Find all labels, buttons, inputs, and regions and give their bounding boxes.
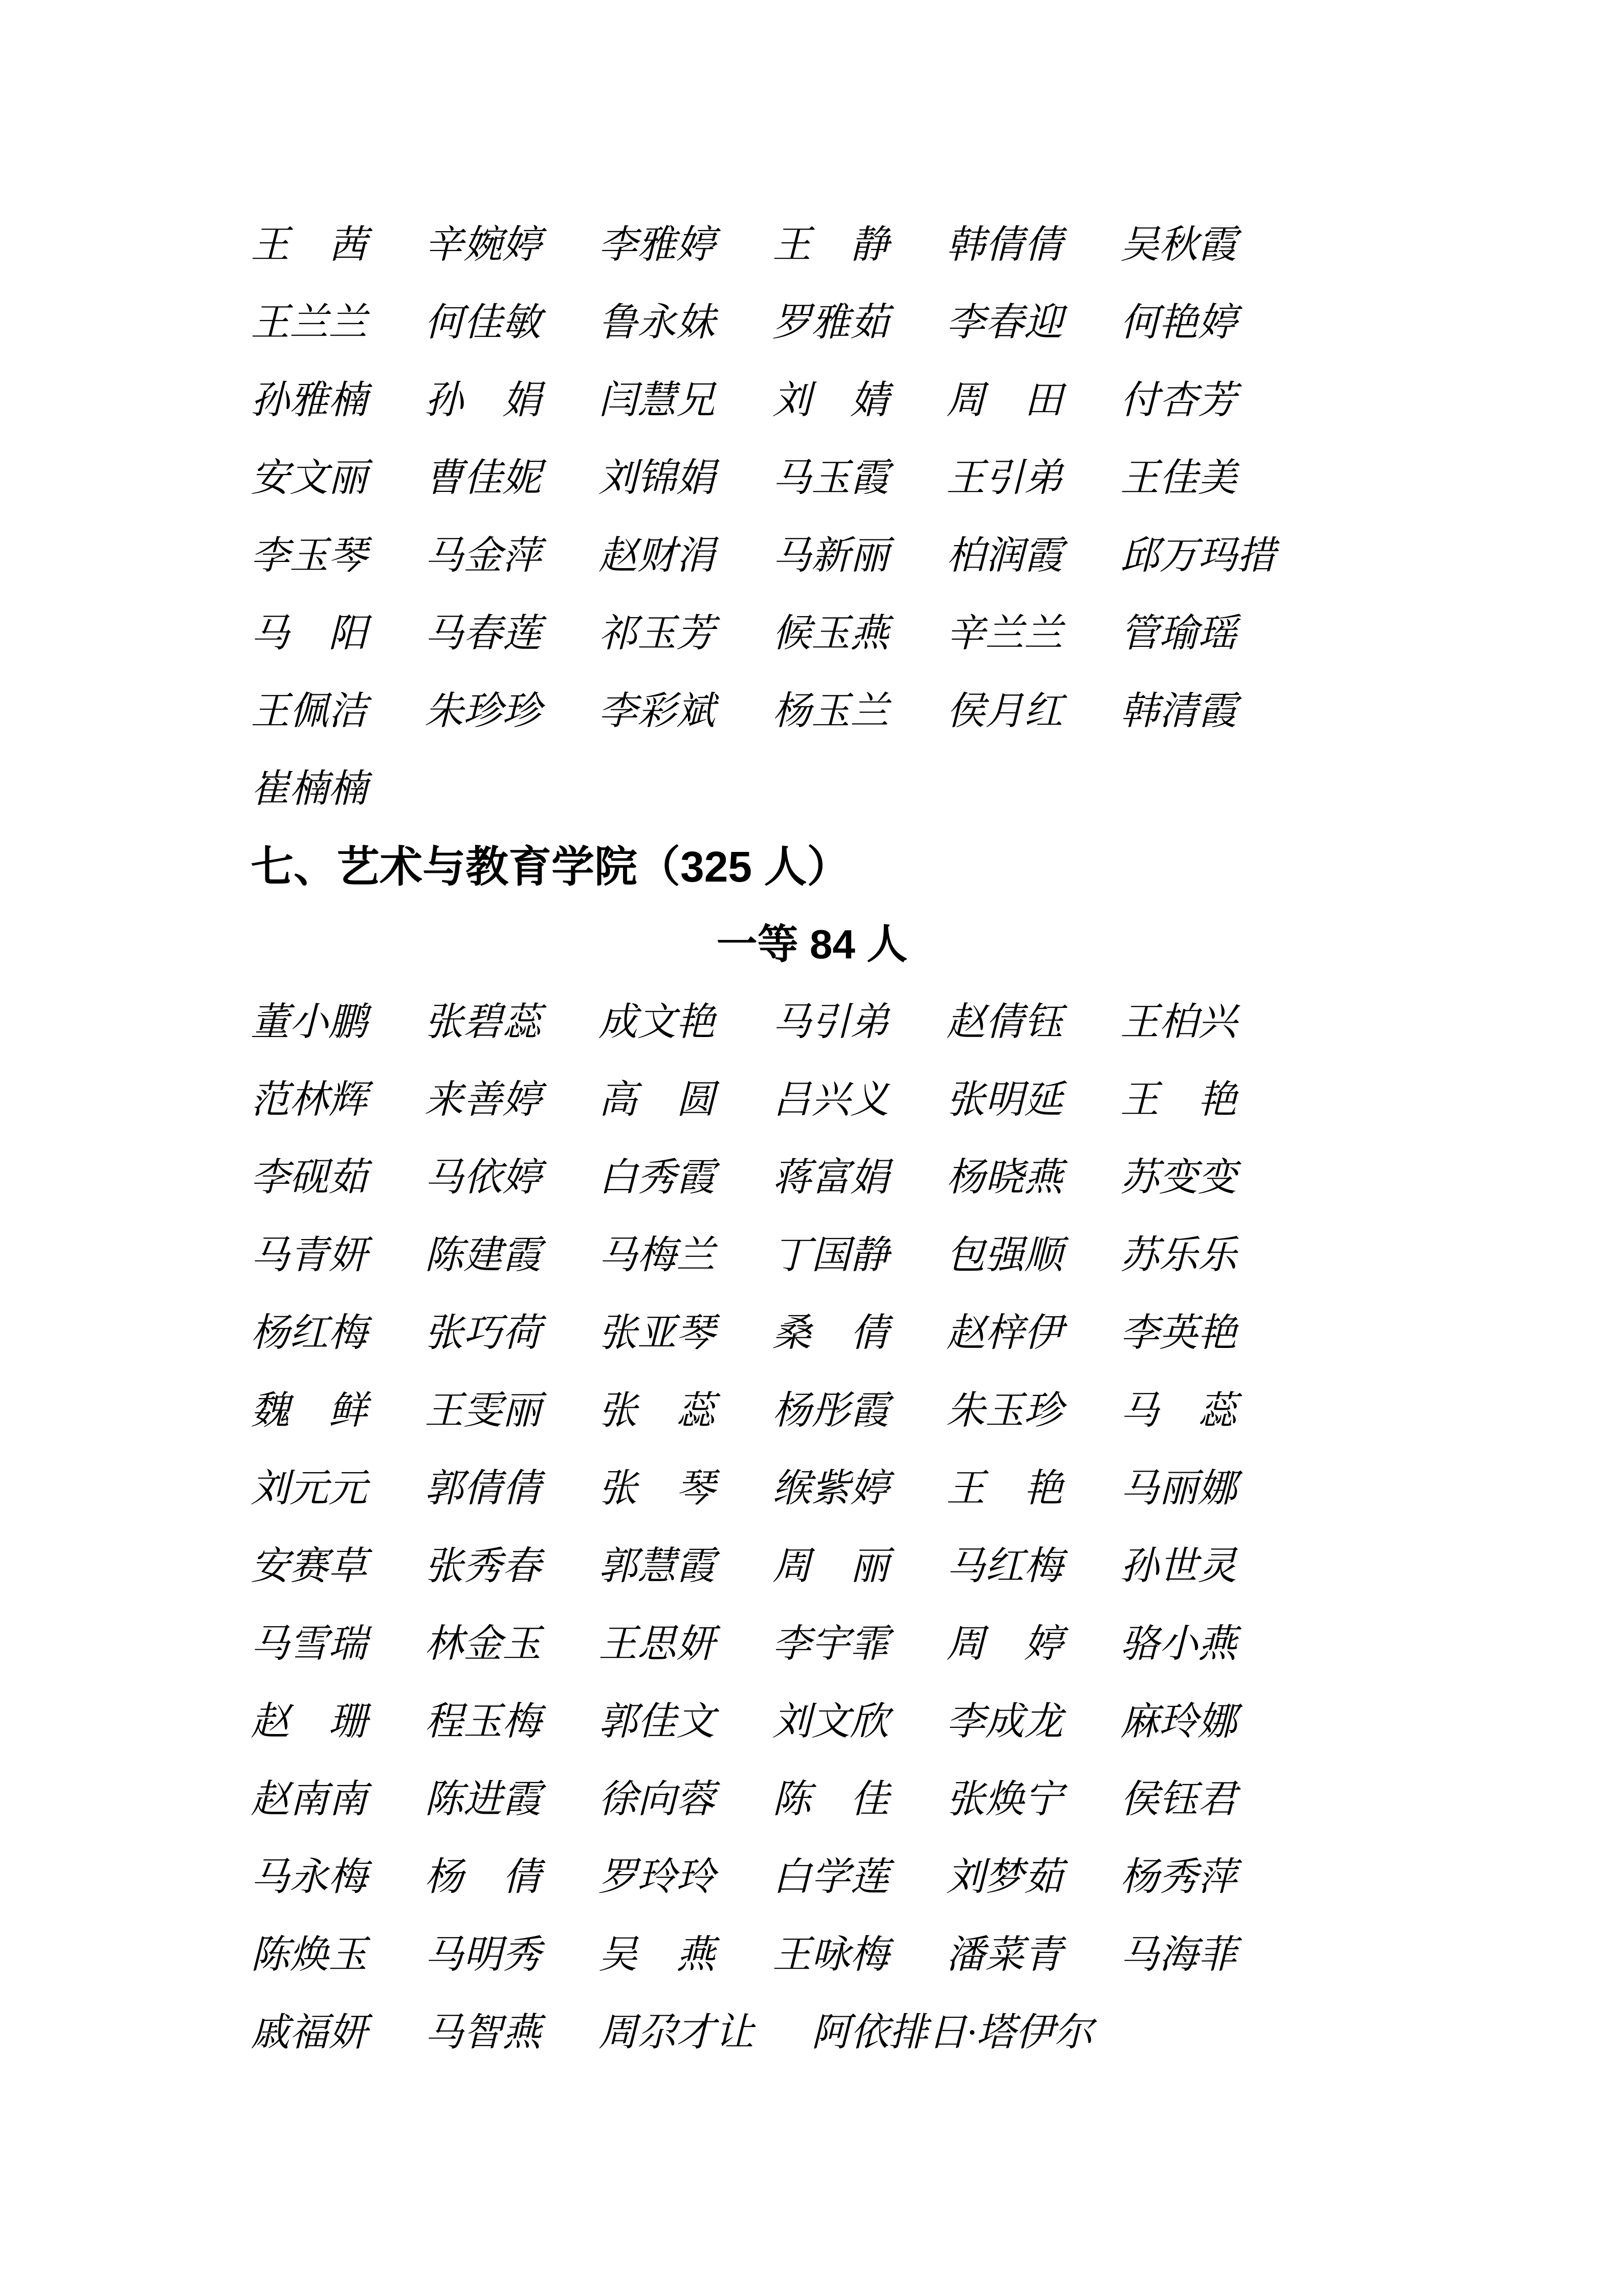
person-name: 安赛草: [251, 1545, 367, 1588]
name-row: [251, 439, 1343, 517]
person-name: 董小鹏: [251, 1001, 367, 1044]
person-name: 来善婷: [425, 1078, 541, 1121]
person-name: 张明延: [946, 1078, 1063, 1121]
person-name: 杨彤霞: [772, 1389, 889, 1432]
person-name: 赵南南: [251, 1778, 367, 1821]
person-name: 王 茜: [251, 223, 367, 266]
person-name: 周 婷: [946, 1623, 1063, 1665]
person-name: 祁玉芳: [598, 612, 715, 655]
person-name: 鲁永妹: [598, 301, 715, 344]
person-name: 缑紫婷: [772, 1467, 889, 1510]
name-row: [251, 983, 1343, 1061]
person-name: 魏 鲜: [251, 1389, 367, 1432]
person-name: 包强顺: [946, 1234, 1063, 1277]
name-row: [251, 1450, 1343, 1527]
person-name: 马 蕊: [1120, 1389, 1237, 1432]
name-row: [251, 750, 1343, 828]
person-name: 麻玲娜: [1120, 1700, 1237, 1743]
person-name: 陈 佳: [772, 1778, 889, 1821]
person-name: 郭倩倩: [425, 1467, 541, 1510]
person-name: 陈焕玉: [251, 1933, 367, 1976]
person-name: 杨 倩: [425, 1856, 541, 1899]
name-row: [251, 1994, 1343, 2072]
person-name: 王佩洁: [251, 690, 367, 733]
person-name: 王 艳: [1120, 1078, 1237, 1121]
person-name: 杨红梅: [251, 1312, 367, 1355]
person-name: 李雅婷: [598, 223, 715, 266]
person-name: 崔楠楠: [251, 768, 367, 811]
name-row: [251, 1605, 1343, 1683]
person-name: 马新丽: [772, 534, 889, 577]
person-name: 张巧荷: [425, 1312, 541, 1355]
person-name: 王 艳: [946, 1467, 1063, 1510]
person-name: 管瑜瑶: [1120, 612, 1237, 655]
person-name: 李宇霏: [772, 1623, 889, 1665]
person-name: 杨秀萍: [1120, 1856, 1237, 1899]
person-name: 韩清霞: [1120, 690, 1237, 733]
person-name: 马玉霞: [772, 457, 889, 500]
person-name: 骆小燕: [1120, 1623, 1237, 1665]
person-name: 刘 婧: [772, 379, 889, 422]
name-list-first-tier: [251, 983, 1343, 2072]
person-name: 李玉琴: [251, 534, 367, 577]
person-name: 郭慧霞: [598, 1545, 715, 1588]
person-name: 杨晓燕: [946, 1156, 1063, 1199]
person-name: 周尕才让: [598, 2011, 754, 2054]
person-name: 周 田: [946, 379, 1063, 422]
person-name: 马梅兰: [598, 1234, 715, 1277]
name-row: [251, 1294, 1343, 1372]
person-name: 李彩斌: [598, 690, 715, 733]
person-name: 赵梓伊: [946, 1312, 1063, 1355]
person-name: 郭佳文: [598, 1700, 715, 1743]
person-name: 赵倩钰: [946, 1001, 1063, 1044]
person-name: 白秀霞: [598, 1156, 715, 1199]
person-name: 马引弟: [772, 1001, 889, 1044]
name-row: [251, 1527, 1343, 1605]
person-name: 王咏梅: [772, 1933, 889, 1976]
person-name: 王引弟: [946, 457, 1063, 500]
person-name: 罗玲玲: [598, 1856, 715, 1899]
person-name: 侯钰君: [1120, 1778, 1237, 1821]
name-row: [251, 1761, 1343, 1838]
name-row: [251, 672, 1343, 750]
person-name: 张焕宁: [946, 1778, 1063, 1821]
person-name: 苏变变: [1120, 1156, 1237, 1199]
name-list-top: [251, 206, 1343, 828]
person-name: 王兰兰: [251, 301, 367, 344]
person-name: 苏乐乐: [1120, 1234, 1237, 1277]
person-name: 候玉燕: [772, 612, 889, 655]
person-name: 马青妍: [251, 1234, 367, 1277]
person-name: 丁国静: [772, 1234, 889, 1277]
person-name: 赵 珊: [251, 1700, 367, 1743]
person-name: 陈进霞: [425, 1778, 541, 1821]
person-name: 马金萍: [425, 534, 541, 577]
person-name: 马红梅: [946, 1545, 1063, 1588]
person-name: 张 琴: [598, 1467, 715, 1510]
person-name: 马智燕: [425, 2011, 541, 2054]
person-name: 马依婷: [425, 1156, 541, 1199]
name-row: [251, 362, 1343, 439]
person-name: 朱珍珍: [425, 690, 541, 733]
person-name: 戚福妍: [251, 2011, 367, 2054]
person-name: 张秀春: [425, 1545, 541, 1588]
person-name: 韩倩倩: [946, 223, 1063, 266]
person-name: 蒋富娟: [772, 1156, 889, 1199]
person-name: 马雪瑞: [251, 1623, 367, 1665]
person-name: 阿依排日·塔伊尔: [811, 2011, 1093, 2054]
person-name: 林金玉: [425, 1623, 541, 1665]
person-name: 刘元元: [251, 1467, 367, 1510]
person-name: 程玉梅: [425, 1700, 541, 1743]
person-name: 辛婉婷: [425, 223, 541, 266]
name-row: [251, 284, 1343, 362]
person-name: 王雯丽: [425, 1389, 541, 1432]
person-name: 成文艳: [598, 1001, 715, 1044]
person-name: 马 阳: [251, 612, 367, 655]
person-name: 曹佳妮: [425, 457, 541, 500]
person-name: 王佳美: [1120, 457, 1237, 500]
person-name: 张 蕊: [598, 1389, 715, 1432]
person-name: 刘梦茹: [946, 1856, 1063, 1899]
person-name: 何佳敏: [425, 301, 541, 344]
person-name: 马明秀: [425, 1933, 541, 1976]
person-name: 邱万玛措: [1120, 534, 1276, 577]
name-row: [251, 206, 1343, 284]
name-row: [251, 1838, 1343, 1916]
person-name: 王 静: [772, 223, 889, 266]
person-name: 张亚琴: [598, 1312, 715, 1355]
person-name: 孙世灵: [1120, 1545, 1237, 1588]
name-row: [251, 1061, 1343, 1139]
person-name: 吴 燕: [598, 1933, 715, 1976]
name-row: [251, 1916, 1343, 1994]
person-name: 高 圆: [598, 1078, 715, 1121]
person-name: 李英艳: [1120, 1312, 1237, 1355]
person-name: 马丽娜: [1120, 1467, 1237, 1510]
person-name: 付杏芳: [1120, 379, 1237, 422]
person-name: 李砚茹: [251, 1156, 367, 1199]
person-name: 张碧蕊: [425, 1001, 541, 1044]
person-name: 马海菲: [1120, 1933, 1237, 1976]
person-name: 吴秋霞: [1120, 223, 1237, 266]
name-row: [251, 1372, 1343, 1450]
person-name: 周 丽: [772, 1545, 889, 1588]
person-name: 孙雅楠: [251, 379, 367, 422]
person-name: 辛兰兰: [946, 612, 1063, 655]
person-name: 柏润霞: [946, 534, 1063, 577]
person-name: 罗雅茹: [772, 301, 889, 344]
name-row: [251, 595, 1343, 672]
person-name: 杨玉兰: [772, 690, 889, 733]
person-name: 潘菜青: [946, 1933, 1063, 1976]
name-row: [251, 1683, 1343, 1761]
person-name: 范林辉: [251, 1078, 367, 1121]
person-name: 赵财涓: [598, 534, 715, 577]
name-row: [251, 1217, 1343, 1294]
person-name: 刘锦娟: [598, 457, 715, 500]
person-name: 孙 娟: [425, 379, 541, 422]
person-name: 徐向蓉: [598, 1778, 715, 1821]
person-name: 李春迎: [946, 301, 1063, 344]
person-name: 白学莲: [772, 1856, 889, 1899]
name-row: [251, 1139, 1343, 1217]
name-row: [251, 517, 1343, 595]
person-name: 吕兴义: [772, 1078, 889, 1121]
person-name: 马永梅: [251, 1856, 367, 1899]
person-name: 李成龙: [946, 1700, 1063, 1743]
person-name: 朱玉珍: [946, 1389, 1063, 1432]
person-name: 王柏兴: [1120, 1001, 1237, 1044]
person-name: 王思妍: [598, 1623, 715, 1665]
tier-heading: 一等 84 人: [716, 921, 908, 967]
person-name: 侯月红: [946, 690, 1063, 733]
person-name: 何艳婷: [1120, 301, 1237, 344]
person-name: 闫慧兄: [598, 379, 715, 422]
person-name: 刘文欣: [772, 1700, 889, 1743]
person-name: 马春莲: [425, 612, 541, 655]
person-name: 陈建霞: [425, 1234, 541, 1277]
section-heading: 七、艺术与教育学院（325 人）: [251, 843, 850, 891]
person-name: 桑 倩: [772, 1312, 889, 1355]
person-name: 安文丽: [251, 457, 367, 500]
